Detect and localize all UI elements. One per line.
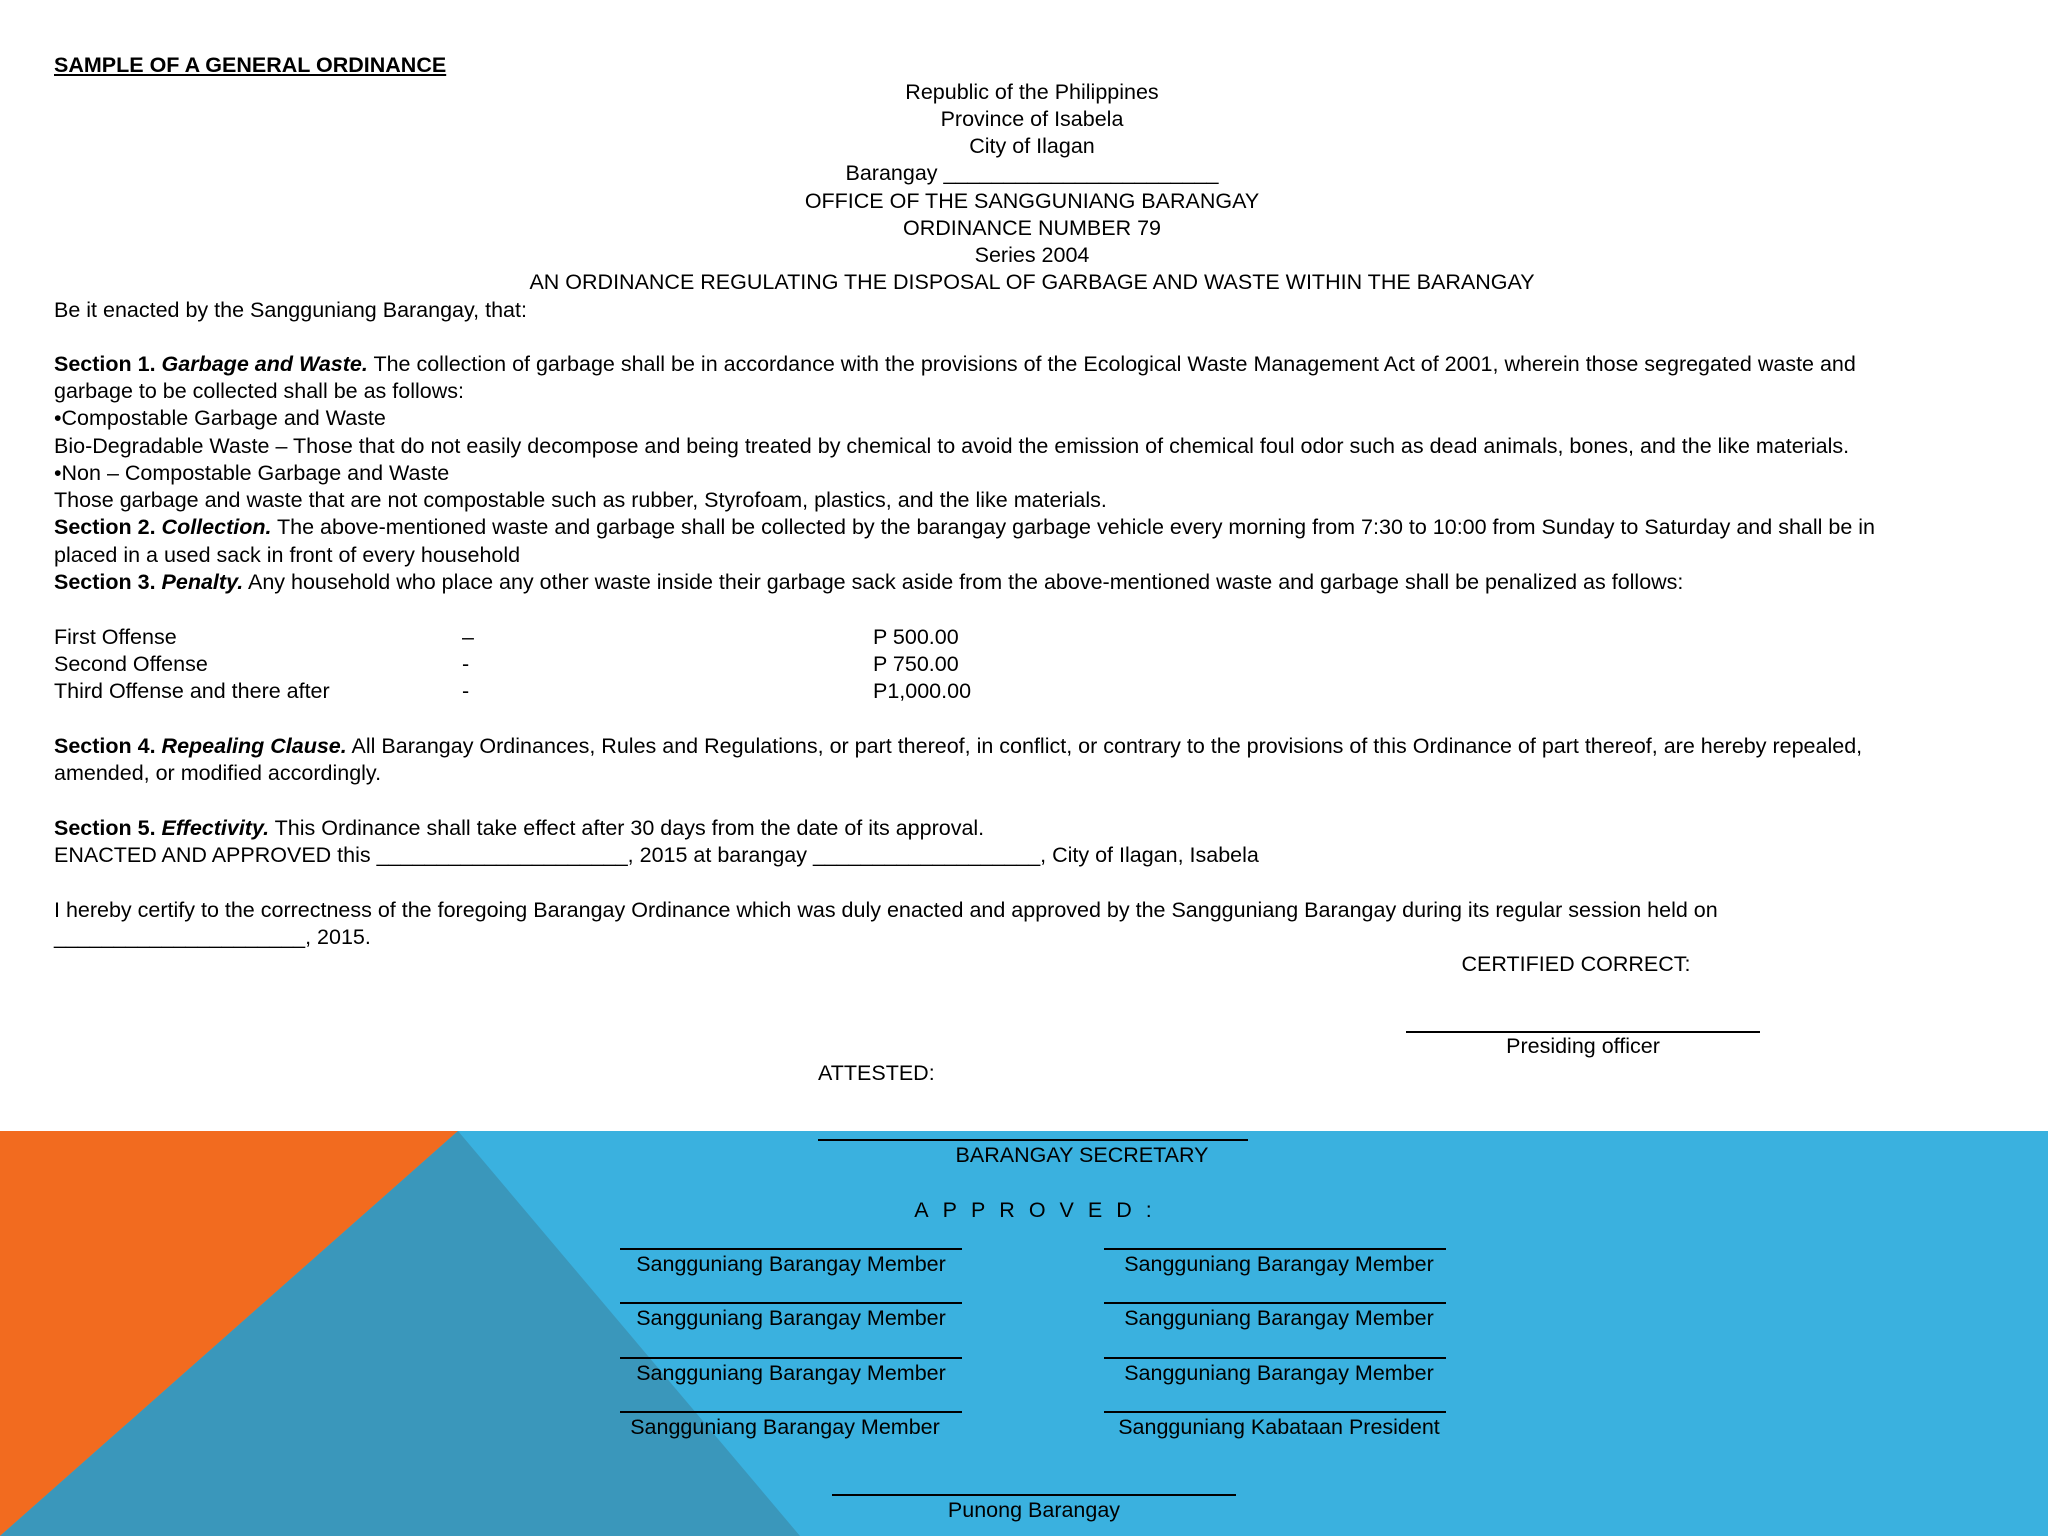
section-2-line-1 xyxy=(54,514,1875,541)
section-2-line-2: placed in a used sack in front of every household xyxy=(54,543,521,567)
kabataan-president-label: Sangguniang Kabataan President xyxy=(1118,1415,1440,1439)
document-title: SAMPLE OF A GENERAL ORDINANCE xyxy=(54,53,447,77)
section-5-text: This Ordinance shall take effect after 30 days from the date of its approval. xyxy=(269,816,985,840)
header-series: Series 2004 xyxy=(974,243,1090,267)
punong-signature-line xyxy=(832,1494,1236,1496)
certification-line-1: I hereby certify to the correctness of the foregoing Barangay Ordinance which was duly enacted and approved by the Sangguniang Barangay during its regular session held on xyxy=(54,898,1718,922)
non-compostable-text: Those garbage and waste that are not compostable such as rubber, Styrofoam, plastics, and the like materials. xyxy=(54,488,1107,512)
section-1-text: The collection of garbage shall be in accordance with the provisions of the Ecological Waste Management Act of 2001, wherein those segregated waste and xyxy=(367,352,1856,376)
section-5-number: Section 5. xyxy=(54,816,156,840)
barangay-secretary-label: BARANGAY SECRETARY xyxy=(955,1143,1209,1167)
section-4-line-1 xyxy=(54,733,1862,760)
intro-text: Be it enacted by the Sangguniang Barangay, that: xyxy=(54,298,527,322)
penalty-offense: Third Offense and there after xyxy=(54,679,330,703)
member-signature-line xyxy=(1104,1302,1446,1304)
attested-label: ATTESTED: xyxy=(818,1061,935,1085)
approved-label: APPROVED: xyxy=(914,1198,1166,1222)
section-4-line-2: amended, or modified accordingly. xyxy=(54,761,382,785)
section-3-number: Section 3. xyxy=(54,570,156,594)
member-signature-line xyxy=(1104,1248,1446,1250)
penalty-dash: – xyxy=(462,625,474,649)
section-3-title: Penalty. xyxy=(161,570,244,594)
section-1-title: Garbage and Waste. xyxy=(161,352,368,376)
member-label: Sangguniang Barangay Member xyxy=(1124,1361,1434,1385)
penalty-offense: Second Offense xyxy=(54,652,208,676)
section-1-number: Section 1. xyxy=(54,352,156,376)
penalty-amount: P 750.00 xyxy=(873,652,959,676)
member-signature-line xyxy=(620,1411,962,1413)
member-label: Sangguniang Barangay Member xyxy=(636,1361,946,1385)
bullet-compostable: •Compostable Garbage and Waste xyxy=(54,406,386,430)
certified-correct-label: CERTIFIED CORRECT: xyxy=(1461,952,1691,976)
section-2-number: Section 2. xyxy=(54,515,156,539)
penalty-dash: - xyxy=(462,652,470,676)
header-province: Province of Isabela xyxy=(940,107,1124,131)
section-5-line xyxy=(54,815,984,842)
member-label: Sangguniang Barangay Member xyxy=(636,1252,946,1276)
section-4-text: All Barangay Ordinances, Rules and Regulations, or part thereof, in conflict, or contrary to the provisions of this Ordinance of part thereof, are hereby repealed, xyxy=(346,734,1863,758)
member-signature-line xyxy=(620,1248,962,1250)
penalty-amount: P1,000.00 xyxy=(873,679,972,703)
presiding-officer-label: Presiding officer xyxy=(1506,1034,1660,1058)
member-signature-line xyxy=(620,1357,962,1359)
section-4-title: Repealing Clause. xyxy=(161,734,347,758)
secretary-signature-line xyxy=(818,1139,1248,1141)
section-4-number: Section 4. xyxy=(54,734,156,758)
section-2-text: The above-mentioned waste and garbage shall be collected by the barangay garbage vehicle every morning from 7:30 to 10:00 from Sunday to Saturday and shall be in xyxy=(271,515,1876,539)
section-1-line-1 xyxy=(54,351,1856,378)
penalty-dash: - xyxy=(462,679,470,703)
punong-barangay-label: Punong Barangay xyxy=(947,1498,1121,1522)
member-signature-line xyxy=(1104,1411,1446,1413)
member-label: Sangguniang Barangay Member xyxy=(630,1415,940,1439)
member-label: Sangguniang Barangay Member xyxy=(1124,1252,1434,1276)
member-label: Sangguniang Barangay Member xyxy=(636,1306,946,1330)
header-office: OFFICE OF THE SANGGUNIANG BARANGAY xyxy=(804,189,1260,213)
section-2-title: Collection. xyxy=(161,515,272,539)
header-ordinance-number: ORDINANCE NUMBER 79 xyxy=(902,216,1162,240)
bio-degradable-text: Bio-Degradable Waste – Those that do not easily decompose and being treated by chemical to avoid the emission of chemical foul odor such as dead animals, bones, and the like materials. xyxy=(54,434,1850,458)
section-1-line-2: garbage to be collected shall be as follows: xyxy=(54,379,464,403)
section-5-title: Effectivity. xyxy=(161,816,270,840)
certification-line-2: _____________________, 2015. xyxy=(54,925,371,949)
header-barangay: Barangay _______________________ xyxy=(845,161,1219,185)
member-label: Sangguniang Barangay Member xyxy=(1124,1306,1434,1330)
section-3-line xyxy=(54,569,1683,596)
enacted-line: ENACTED AND APPROVED this _____________________, 2015 at barangay ___________________, City of Ilagan, Isabela xyxy=(54,843,1259,867)
ordinance-title: AN ORDINANCE REGULATING THE DISPOSAL OF GARBAGE AND WASTE WITHIN THE BARANGAY xyxy=(529,270,1535,294)
member-signature-line xyxy=(1104,1357,1446,1359)
section-3-text: Any household who place any other waste inside their garbage sack aside from the above-mentioned waste and garbage shall be penalized as follows: xyxy=(243,570,1684,594)
bullet-non-compostable: •Non – Compostable Garbage and Waste xyxy=(54,461,450,485)
penalty-amount: P 500.00 xyxy=(873,625,959,649)
penalty-offense: First Offense xyxy=(54,625,177,649)
header-city: City of Ilagan xyxy=(969,134,1095,158)
member-signature-line xyxy=(620,1302,962,1304)
header-republic: Republic of the Philippines xyxy=(905,80,1159,104)
